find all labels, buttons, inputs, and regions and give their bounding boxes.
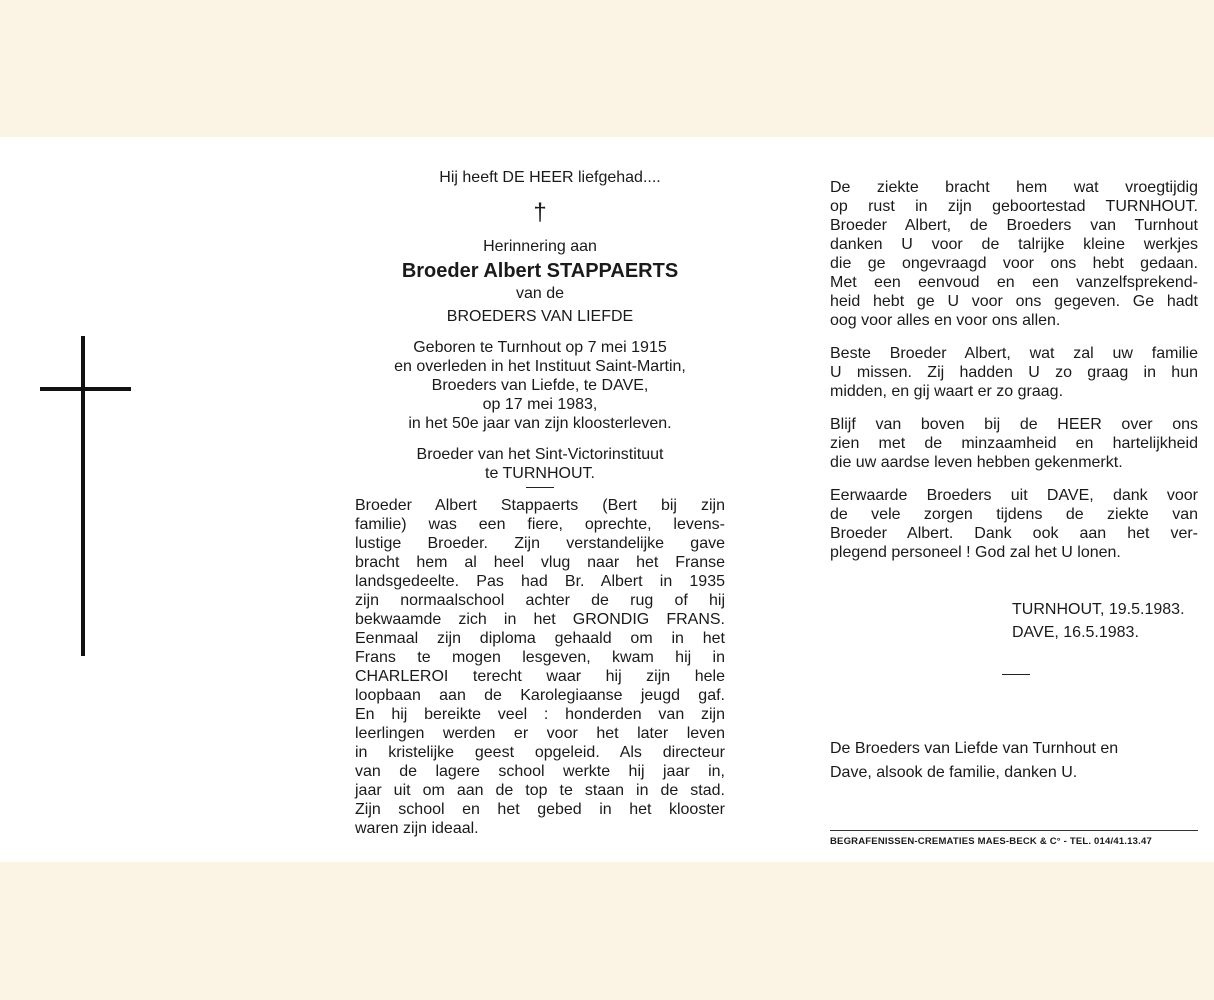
text-line: bekwaamde zich in het GRONDIG FRANS. [355, 611, 725, 628]
cross-horizontal-bar [40, 387, 131, 391]
text-line: oog voor alles en voor ons allen. [830, 312, 1061, 329]
small-cross-icon: † [533, 199, 547, 226]
text-line: loopbaan aan de Karolegiaanse jeugd gaf. [355, 687, 725, 704]
text-line: De Broeders van Liefde van Turnhout en [830, 740, 1119, 757]
text-line: en overleden in het Instituut Saint-Martin, [394, 358, 686, 375]
text-line: plegend personeel ! God zal het U lonen. [830, 544, 1121, 561]
text-line: U missen. Zij hadden U zo graag in hun [830, 364, 1198, 381]
institute-block [355, 445, 725, 483]
text-line: in kristelijke geest opgeleid. Als directeur [355, 744, 725, 761]
text-line: Zijn school en het gebed in het klooster [355, 801, 725, 818]
right-column [830, 178, 1198, 785]
paragraph-gratitude [830, 486, 1198, 562]
text-line: van de lagere school werkte hij jaar in, [355, 763, 725, 780]
printer-rule [830, 830, 1198, 831]
text-line: lustige Broeder. Zijn verstandelijke gave [355, 535, 725, 552]
order-name: BROEDERS VAN LIEFDE [446, 308, 634, 325]
epigraph: Hij heeft DE HEER liefgehad.... [439, 169, 661, 186]
text-line: waren zijn ideaal. [355, 820, 479, 837]
text-line: jaar uit om aan de top te staan in de stad. [355, 782, 725, 799]
text-line: op rust in zijn geboortestad TURNHOUT. [830, 198, 1198, 215]
text-line: landsgedeelte. Pas had Br. Albert in 1935 [355, 573, 725, 590]
text-line: Beste Broeder Albert, wat zal uw familie [830, 345, 1198, 362]
text-line: CHARLEROI terecht waar hij zijn hele [355, 668, 725, 685]
paragraph-illness [830, 178, 1198, 330]
text-line: die uw aardse leven hebben gekenmerkt. [830, 454, 1123, 471]
text-line: Eerwaarde Broeders uit DAVE, dank voor [830, 487, 1198, 504]
printer-imprint: BEGRAFENISSEN-CREMATIES MAES-BECK & C° - TEL. 014/41.13.47 [830, 836, 1152, 847]
biography-paragraph [355, 496, 725, 838]
text-line: heid hebt ge U voor ons gegeven. Ge hadt [830, 293, 1198, 310]
text-line: zijn normaalschool achter de rug of hij [355, 592, 725, 609]
text-line: danken U voor de talrijke kleine werkjes [830, 236, 1198, 253]
text-line: Broeder Albert, de Broeders van Turnhout [830, 217, 1198, 234]
van-de-label: van de [515, 285, 565, 302]
paragraph-family [830, 344, 1198, 401]
text-line: leerlingen werden er voor het later leven [355, 725, 725, 742]
text-line: Geboren te Turnhout op 7 mei 1915 [413, 339, 667, 356]
text-line: te TURNHOUT. [485, 465, 595, 482]
cross-vertical-bar [81, 336, 85, 656]
remembrance-label: Herinnering aan [483, 238, 597, 255]
separator-dash [1002, 674, 1030, 675]
text-line: Blijf van boven bij de HEER over ons [830, 416, 1198, 433]
text-line: de vele zorgen tijdens de ziekte van [830, 506, 1198, 523]
birth-death-block [355, 338, 725, 433]
text-line: Broeder Albert. Dank ook aan het ver- [830, 525, 1198, 542]
thanks-paragraph [830, 737, 1198, 785]
text-line: familie) was een fiere, oprechte, levens- [355, 516, 725, 533]
text-line: Met een eenvoud en een vanzelfsprekend- [830, 274, 1198, 291]
text-line: in het 50e jaar van zijn kloosterleven. [408, 415, 672, 432]
paragraph-prayer [830, 415, 1198, 472]
text-line: Dave, alsook de familie, danken U. [830, 764, 1078, 781]
text-line: Broeder van het Sint-Victorinstituut [416, 446, 664, 463]
date-turnhout: TURNHOUT, 19.5.1983. [1012, 601, 1185, 618]
place-dates [1012, 598, 1198, 644]
separator-dash [526, 487, 554, 488]
text-line: bracht hem al heel vlug naar het Franse [355, 554, 725, 571]
text-line: midden, en gij waart er zo graag. [830, 383, 1064, 400]
text-line: die ge ongevraagd voor ons hebt gedaan. [830, 255, 1198, 272]
deceased-name: Broeder Albert STAPPAERTS [401, 260, 679, 282]
date-dave: DAVE, 16.5.1983. [1012, 624, 1139, 641]
text-line: op 17 mei 1983, [482, 396, 598, 413]
text-line: Broeders van Liefde, te DAVE, [431, 377, 649, 394]
text-line: Frans te mogen lesgeven, kwam hij in [355, 649, 725, 666]
text-line: De ziekte bracht hem wat vroegtijdig [830, 179, 1198, 196]
middle-column [355, 168, 725, 838]
text-line: Broeder Albert Stappaerts (Bert bij zijn [355, 497, 725, 514]
text-line: En hij bereikte veel : honderden van zijn [355, 706, 725, 723]
text-line: Eenmaal zijn diploma gehaald om in het [355, 630, 725, 647]
text-line: zien met de minzaamheid en hartelijkheid [830, 435, 1198, 452]
